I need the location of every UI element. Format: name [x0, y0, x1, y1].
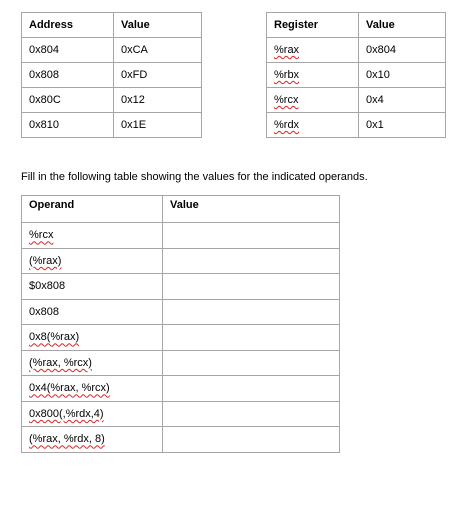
table-row	[267, 88, 446, 113]
operand-cell	[22, 274, 163, 300]
value-input-cell[interactable]	[163, 427, 340, 453]
register-name: %rbx	[274, 69, 300, 81]
value-cell: 0x10	[359, 63, 446, 88]
operand-text: 0x4(%rax, %rcx)	[29, 382, 110, 395]
value-cell: 0x1E	[114, 113, 202, 138]
operand-header: Operand	[22, 196, 163, 223]
value-input-cell[interactable]	[163, 274, 340, 300]
value-input-cell[interactable]	[163, 376, 340, 402]
table-row	[267, 38, 446, 63]
register-cell	[267, 38, 359, 63]
table-row	[22, 88, 202, 113]
table-row	[22, 223, 340, 249]
operand-text: (%rax, %rcx)	[29, 356, 92, 369]
operand-text: 0x808	[29, 305, 59, 318]
value-cell: 0xFD	[114, 63, 202, 88]
table-row	[22, 274, 340, 300]
value-cell: 0x804	[359, 38, 446, 63]
table-row	[22, 376, 340, 402]
table-row	[267, 113, 446, 138]
address-cell: 0x810	[22, 113, 114, 138]
operand-text: 0x800(,%rdx,4)	[29, 407, 104, 420]
address-cell: 0x804	[22, 38, 114, 63]
table-header-row	[22, 196, 340, 223]
operand-cell	[22, 401, 163, 427]
address-header: Address	[22, 13, 114, 38]
register-name: %rdx	[274, 119, 300, 131]
register-cell	[267, 63, 359, 88]
operand-cell	[22, 299, 163, 325]
operand-text: $0x808	[29, 280, 66, 293]
value-input-cell[interactable]	[163, 350, 340, 376]
operand-text: 0x8(%rax)	[29, 331, 80, 344]
table-row	[22, 299, 340, 325]
operand-table	[21, 195, 340, 453]
table-row	[22, 427, 340, 453]
table-header-row	[267, 13, 446, 38]
value-cell: 0x12	[114, 88, 202, 113]
operand-text: (%rax)	[29, 254, 62, 267]
table-row	[22, 38, 202, 63]
table-row	[22, 63, 202, 88]
operand-cell	[22, 223, 163, 249]
table-row	[22, 248, 340, 274]
table-row	[22, 325, 340, 351]
register-table	[266, 12, 446, 138]
value-input-cell[interactable]	[163, 223, 340, 249]
table-row	[22, 401, 340, 427]
value-cell: 0xCA	[114, 38, 202, 63]
table-row	[267, 63, 446, 88]
value-cell: 0x1	[359, 113, 446, 138]
value-input-cell[interactable]	[163, 325, 340, 351]
value-header: Value	[114, 13, 202, 38]
table-header-row	[22, 13, 202, 38]
register-name: %rax	[274, 44, 300, 56]
operand-cell	[22, 248, 163, 274]
value-input-cell[interactable]	[163, 299, 340, 325]
address-cell: 0x80C	[22, 88, 114, 113]
value-cell: 0x4	[359, 88, 446, 113]
memory-table	[21, 12, 202, 138]
instruction-text: Fill in the following table showing the values for the indicated operands.	[21, 171, 368, 183]
table-row	[22, 113, 202, 138]
operand-cell	[22, 325, 163, 351]
operand-cell	[22, 427, 163, 453]
register-cell	[267, 113, 359, 138]
operand-text: (%rax, %rdx, 8)	[29, 433, 105, 446]
value-header: Value	[359, 13, 446, 38]
value-input-cell[interactable]	[163, 248, 340, 274]
operand-cell	[22, 350, 163, 376]
operand-cell	[22, 376, 163, 402]
register-name: %rcx	[274, 94, 299, 106]
value-header: Value	[163, 196, 340, 223]
address-cell: 0x808	[22, 63, 114, 88]
operand-text: %rcx	[29, 229, 54, 242]
register-cell	[267, 88, 359, 113]
register-header: Register	[267, 13, 359, 38]
value-input-cell[interactable]	[163, 401, 340, 427]
table-row	[22, 350, 340, 376]
